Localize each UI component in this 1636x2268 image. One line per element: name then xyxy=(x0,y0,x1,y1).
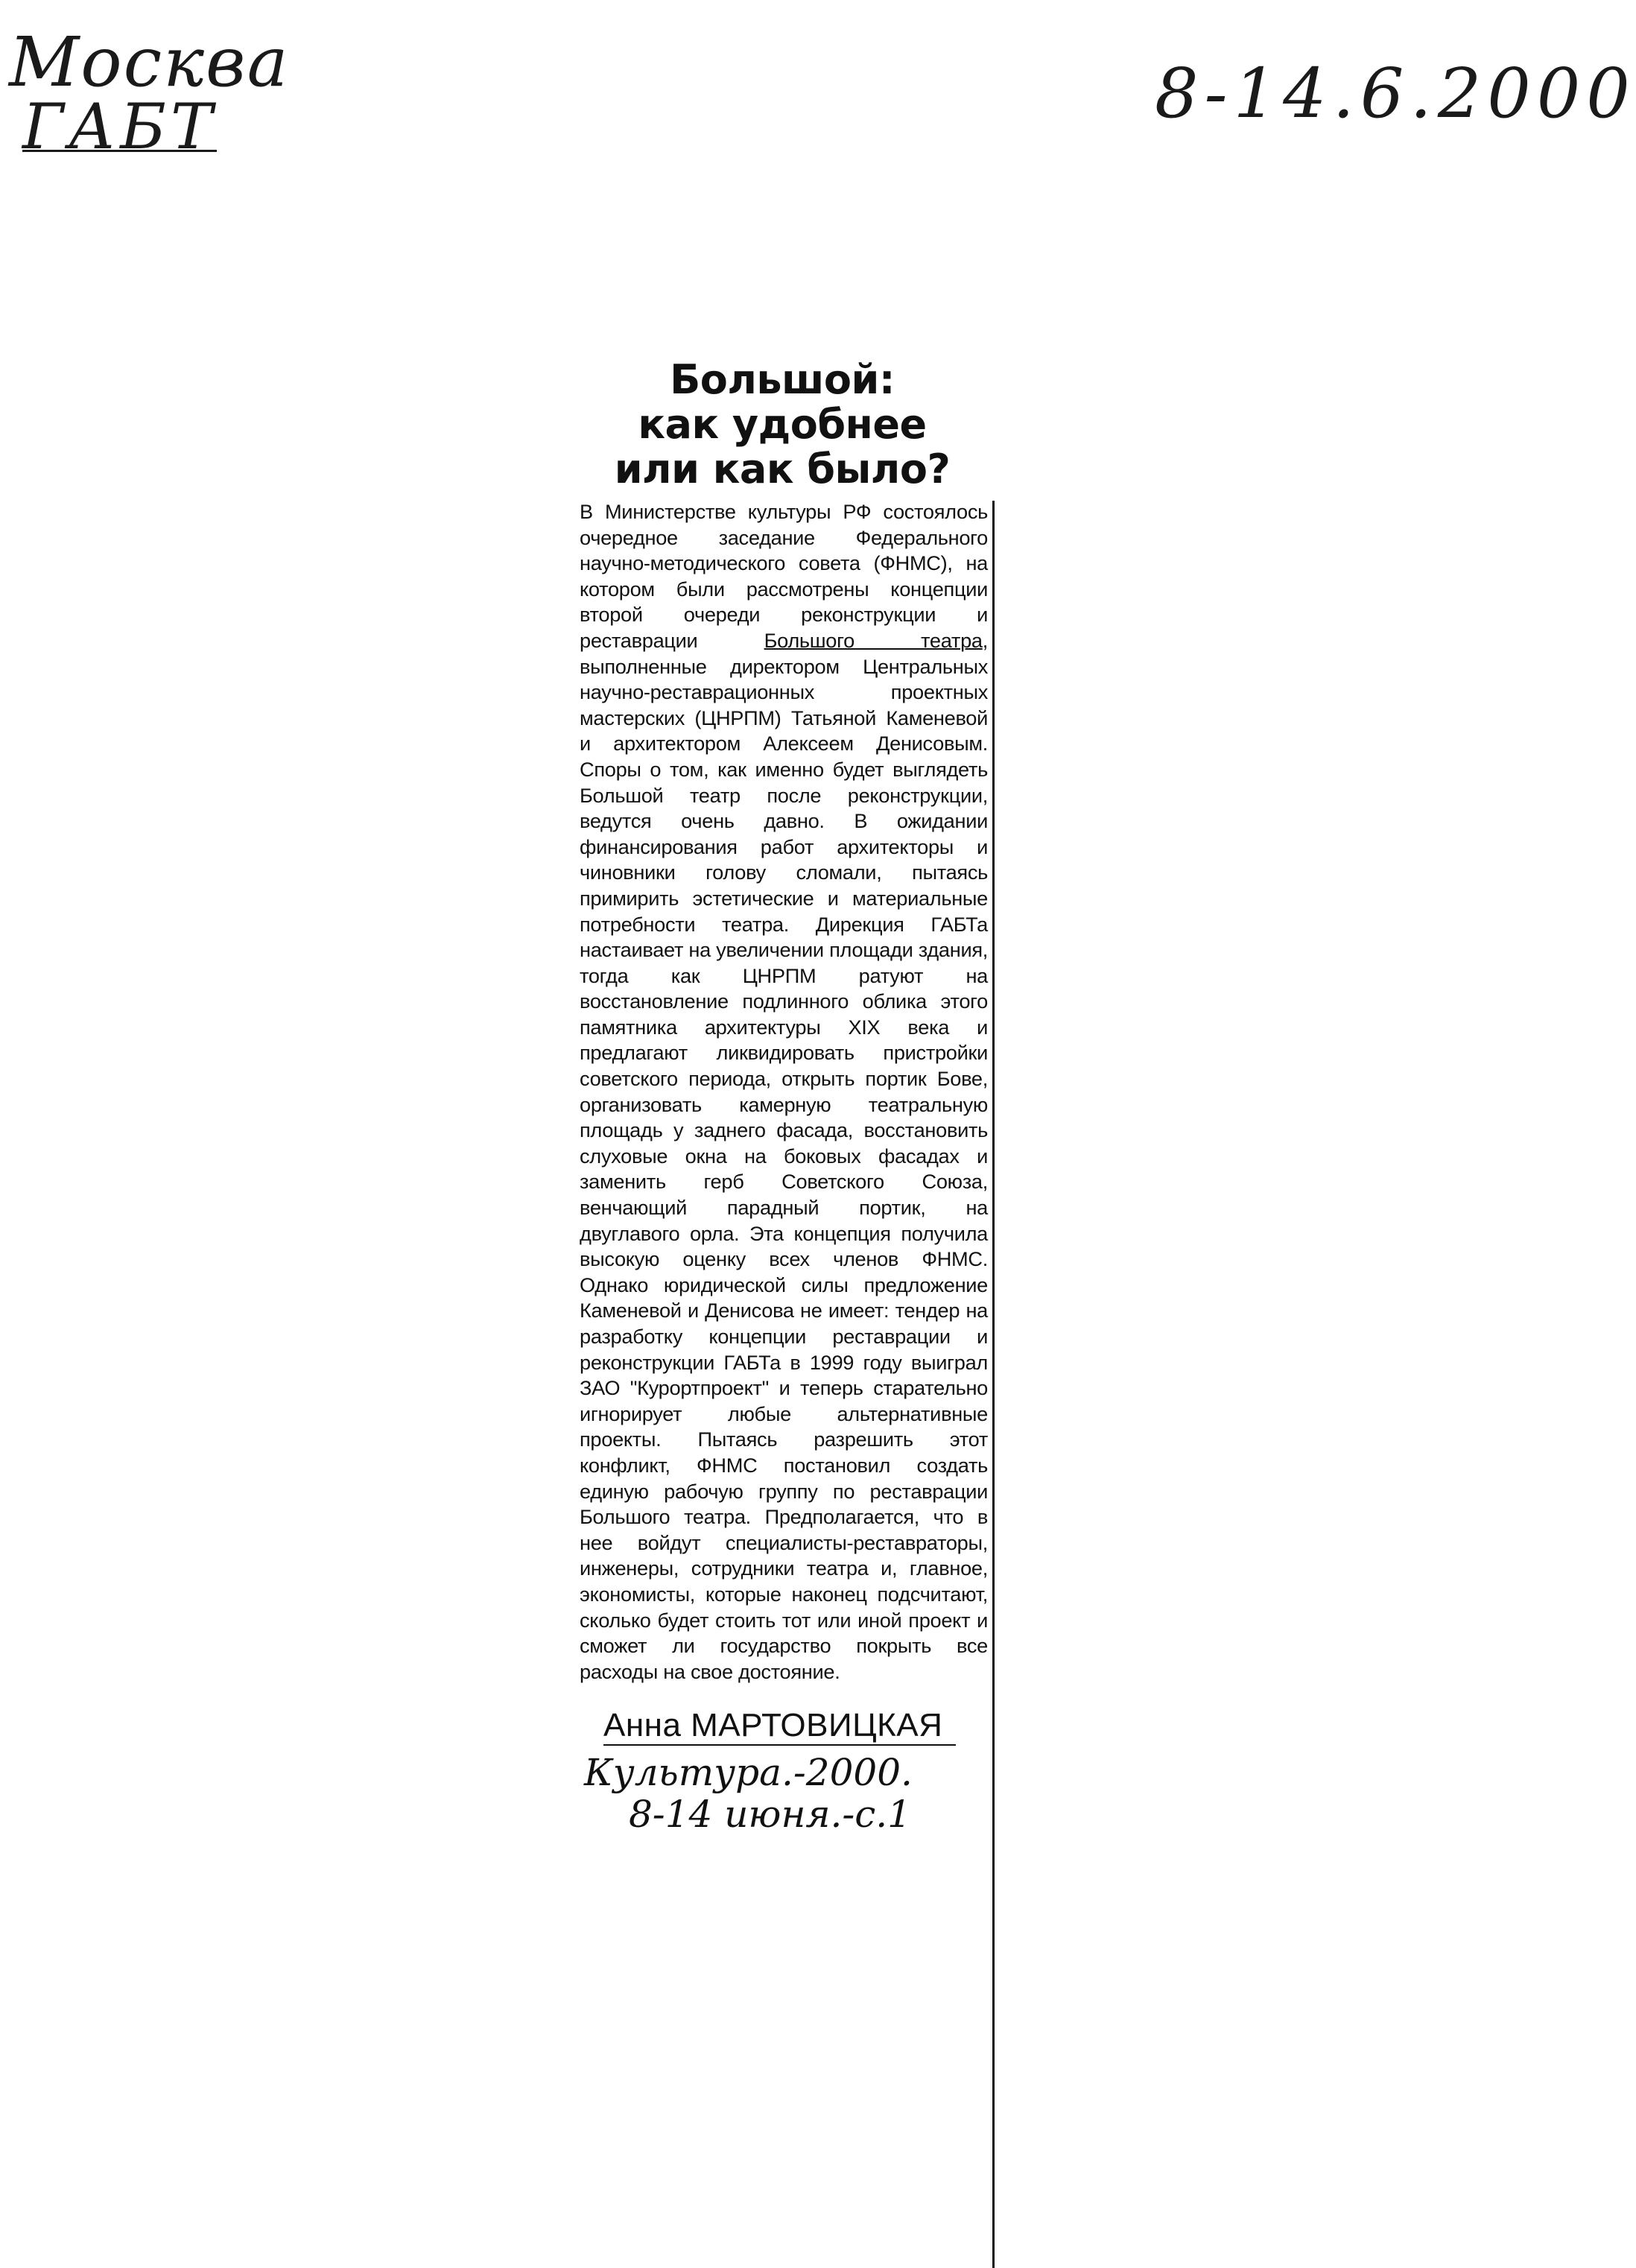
handwritten-date-note: 8-14.6.2000 xyxy=(1155,54,1636,133)
handwritten-org-note: ГАБТ xyxy=(22,90,217,163)
source-line-2: 8-14 июня.-с.1 xyxy=(629,1793,911,1837)
article-byline: Анна МАРТОВИЦКАЯ xyxy=(603,1707,956,1746)
body-underlined-phrase: Большого театра xyxy=(764,628,983,652)
headline-line-1: Большой: xyxy=(670,356,895,403)
article-body xyxy=(580,499,988,1685)
headline-line-3: или как было? xyxy=(614,446,951,492)
body-part-1: В Министерстве культуры РФ состоялось очередное заседание Федерального научно-методического совета (ФНМС), на котором были рассмотрены концепции второй очереди реконструкции и реставрации xyxy=(580,500,988,652)
handwritten-source-note xyxy=(584,1752,998,1835)
article-headline xyxy=(566,358,998,492)
source-line-1: Культура.-2000. xyxy=(584,1751,913,1795)
handwritten-city-note: Москва xyxy=(9,22,290,102)
body-part-2: , выполненные директором Центральных научно-реставрационных проектных мастерских (ЦНРПМ) Татьяной Каменевой и архитектором Алексеем Денисовым. Споры о том, как именно будет выглядеть Большой театр после реконструкции, ведутся очень давно. В ожидании финансирования работ архитекторы и чиновники голову сломали, пытаясь примирить эстетические и материальные потребности театра. Дирекция ГАБТа настаивает на увеличении площади здания, тогда как ЦНРПМ ратуют на восстановление подлинного облика этого памятника архитектуры XIX века и предлагают ликвидировать пристройки советского периода, открыть портик Бове, организовать камерную театральную площадь у заднего фасада, восстановить слуховые окна на боковых фасадах и заменить герб Советского Союза, венчающий парадный портик, на двуглавого орла. Эта концепция получила высокую оценку всех членов ФНМС. Однако юридической силы предложение Каменевой и Денисова не имеет: тендер на разработку концепции реставрации и реконструкции ГАБТа в 1999 году выиграл ЗАО "Курортпроект" и теперь старательно игнорирует любые альтернативные проекты. Пытаясь разрешить этот конфликт, ФНМС постановил создать единую рабочую группу по реставрации Большого театра. Предполагается, что в нее войдут специалисты-реставраторы, инженеры, сотрудники театра и, главное, экономисты, которые наконец подсчитают, сколько будет стоить тот или иной проект и сможет ли государство покрыть все расходы на свое достояние. xyxy=(580,628,989,1683)
headline-line-2: как удобнее xyxy=(638,401,927,448)
newspaper-clipping xyxy=(566,358,998,1835)
column-rule xyxy=(992,501,995,2268)
